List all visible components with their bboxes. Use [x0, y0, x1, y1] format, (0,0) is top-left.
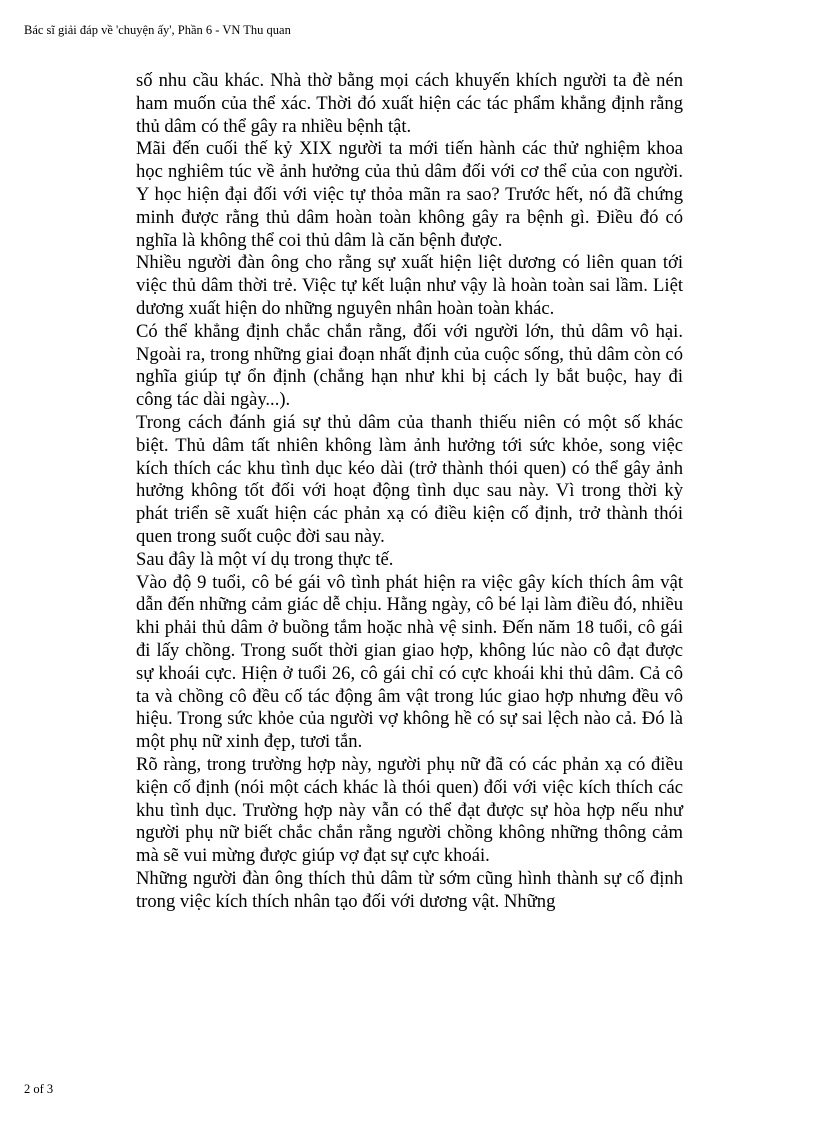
paragraph: Sau đây là một ví dụ trong thực tế. [136, 548, 394, 570]
paragraph: Nhiều người đàn ông cho rằng sự xuất hiện liệt dương có liên quan tới việc thủ dâm thời trẻ. Việc tự kết luận như vậy là hoàn toàn sai lầm. Liệt dương xuất hiện do những nguyên nhân hoàn toàn khác. [136, 252, 683, 319]
paragraph: số nhu cầu khác. Nhà thờ bằng mọi cách khuyến khích người ta đè nén ham muốn của thể xác. Thời đó xuất hiện các tác phẩm khẳng định rằng thủ dâm có thể gây ra nhiều bệnh tật. [136, 70, 683, 137]
paragraph: Vào độ 9 tuổi, cô bé gái vô tình phát hiện ra việc gây kích thích âm vật dẫn đến những cảm giác dễ chịu. Hằng ngày, cô bé lại làm điều đó, nhiều khi phải thủ dâm ở buồng tắm hoặc nhà vệ sinh. Đến năm 18 tuổi, cô gái đi lấy chồng. Trong suốt thời gian giao hợp, không lúc nào cô đạt được sự khoái cực. Hiện ở tuổi 26, cô gái chỉ có cực khoái khi thủ dâm. Cả cô ta và chồng cô đều cố tác động âm vật trong lúc giao hợp nhưng đều vô hiệu. Trong sức khỏe của người vợ không hề có sự sai lệch nào cả. Đó là một phụ nữ xinh đẹp, tươi tắn. [136, 571, 683, 753]
paragraph: Rõ ràng, trong trường hợp này, người phụ nữ đã có các phản xạ có điều kiện cố định (nói một cách khác là thói quen) đối với việc kích thích các khu tình dục. Trường hợp này vẫn có thể đạt được sự hòa hợp nếu như người phụ nữ biết chắc chắn rằng người chồng không những thông cảm mà sẽ vui mừng được giúp vợ đạt sự cực khoái. [136, 753, 683, 867]
article-body [136, 70, 683, 913]
page-number: 2 of 3 [24, 1082, 54, 1096]
paragraph: Những người đàn ông thích thủ dâm từ sớm cũng hình thành sự cố định trong việc kích thích nhân tạo đối với dương vật. Những [136, 867, 683, 912]
paragraph: Có thể khẳng định chắc chắn rằng, đối với người lớn, thủ dâm vô hại. Ngoài ra, trong những giai đoạn nhất định của cuộc sống, thủ dâm còn có nghĩa giúp tự ổn định (chẳng hạn như khi bị cách ly bắt buộc, hay đi công tác dài ngày...). [136, 320, 683, 411]
page-header-title: Bác sĩ giải đáp về 'chuyện ấy', Phần 6 - VN Thu quan [24, 23, 291, 37]
paragraph: Mãi đến cuối thế kỷ XIX người ta mới tiến hành các thử nghiệm khoa học nghiêm túc về ảnh hưởng của thủ dâm đối với cơ thể của con người. Y học hiện đại đối với việc tự thỏa mãn ra sao? Trước hết, nó đã chứng minh được rằng thủ dâm hoàn toàn không gây ra bệnh gì. Điều đó có nghĩa là không thể coi thủ dâm là căn bệnh được. [136, 138, 683, 251]
paragraph: Trong cách đánh giá sự thủ dâm của thanh thiếu niên có một số khác biệt. Thủ dâm tất nhiên không làm ảnh hưởng tới sức khỏe, song việc kích thích các khu tình dục kéo dài (trở thành thói quen) có thể gây ảnh hưởng không tốt đối với hoạt động tình dục sau này. Vì trong thời kỳ phát triển sẽ xuất hiện các phản xạ có điều kiện cố định, trở thành thói quen trong suốt cuộc đời sau này. [136, 411, 683, 547]
